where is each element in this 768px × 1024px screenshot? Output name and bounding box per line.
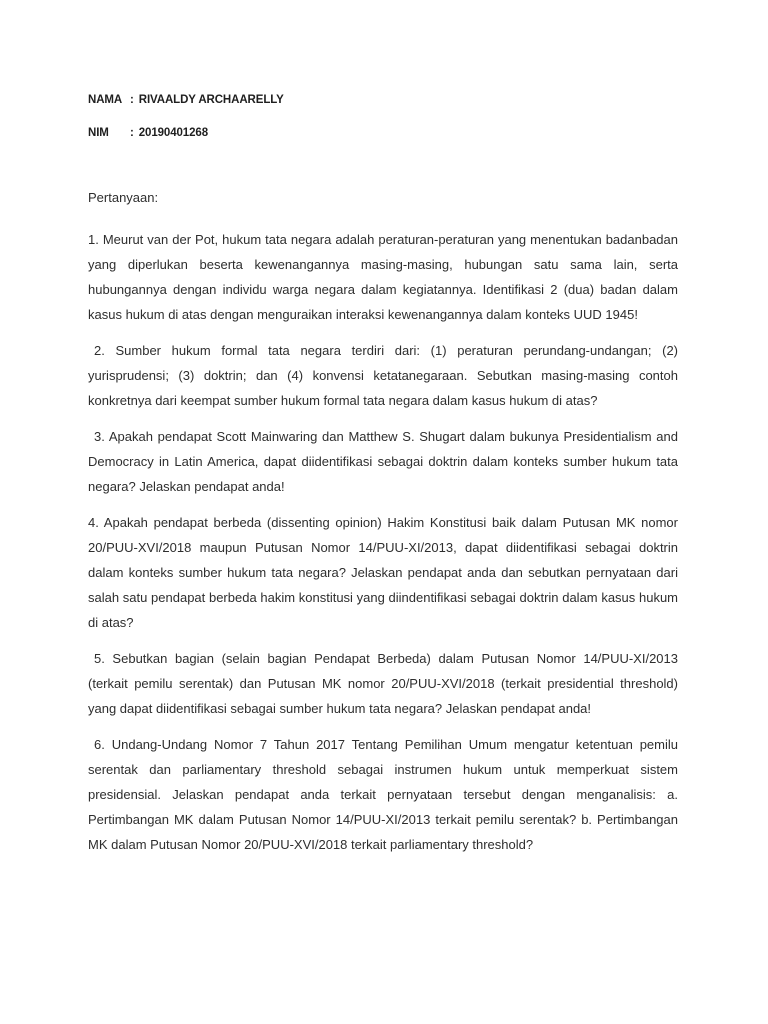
question-paragraph-5: 5. Sebutkan bagian (selain bagian Pendapat Berbeda) dalam Putusan Nomor 14/PUU-XI/2013 (terkait pemilu serentak) dan Putusan MK nomor 20/PUU-XVI/2018 (terkait presidential threshold) yang dapat diidentifikasi sebagai sumber hukum tata negara? Jelaskan pendapat anda! [88,651,678,716]
student-nim-row [88,126,678,140]
student-name-row [88,93,678,107]
question-paragraph-2: 2. Sumber hukum formal tata negara terdiri dari: (1) peraturan perundang-undangan; (2) yurisprudensi; (3) doktrin; dan (4) konvensi ketatanegaraan. Sebutkan masing-masing contoh konkretnya dari keempat sumber hukum formal tata negara dalam kasus hukum di atas? [88,343,678,408]
nim-separator: : [130,127,134,139]
question-list [88,227,678,857]
question-paragraph-6: 6. Undang-Undang Nomor 7 Tahun 2017 Tentang Pemilihan Umum mengatur ketentuan pemilu serentak dan parliamentary threshold sebagai instrumen hukum untuk memperkuat sistem presidensial. Jelaskan pendapat anda terkait pernyataan tersebut dengan menganalisis: a. Pertimbangan MK dalam Putusan Nomor 14/PUU-XI/2013 terkait pemilu serentak? b. Pertimbangan MK dalam Putusan Nomor 20/PUU-XVI/2018 terkait parliamentary threshold? [88,737,678,852]
name-value: RIVAALDY ARCHAARELLY [138,94,284,106]
section-heading: Pertanyaan: [88,190,159,205]
question-paragraph-1: 1. Meurut van der Pot, hukum tata negara adalah peraturan-peraturan yang menentukan badanbadan yang diperlukan beserta kewenangannya masing-masing, hubungan satu sama lain, serta hubungannya dengan individu warga negara dalam kegiatannya. Identifikasi 2 (dua) badan dalam kasus hukum di atas dengan menguraikan interaksi kewenangannya dalam konteks UUD 1945! [88,232,678,322]
name-separator: : [130,94,134,106]
nim-label: NIM [88,127,109,139]
question-paragraph-4: 4. Apakah pendapat berbeda (dissenting opinion) Hakim Konstitusi baik dalam Putusan MK nomor 20/PUU-XVI/2018 maupun Putusan Nomor 14/PUU-XI/2013, dapat diidentifikasi sebagai doktrin dalam konteks sumber hukum tata negara? Jelaskan pendapat anda dan sebutkan pernyataan dari salah satu pendapat berbeda hakim konstitusi yang diindentifikasi sebagai doktrin dalam kasus hukum di atas? [88,515,678,630]
name-label: NAMA [88,94,123,106]
question-paragraph-3: 3. Apakah pendapat Scott Mainwaring dan Matthew S. Shugart dalam bukunya Presidentialism and Democracy in Latin America, dapat diidentifikasi sebagai doktrin dalam konteks sumber hukum tata negara? Jelaskan pendapat anda! [88,429,678,494]
nim-value: 20190401268 [138,127,208,139]
